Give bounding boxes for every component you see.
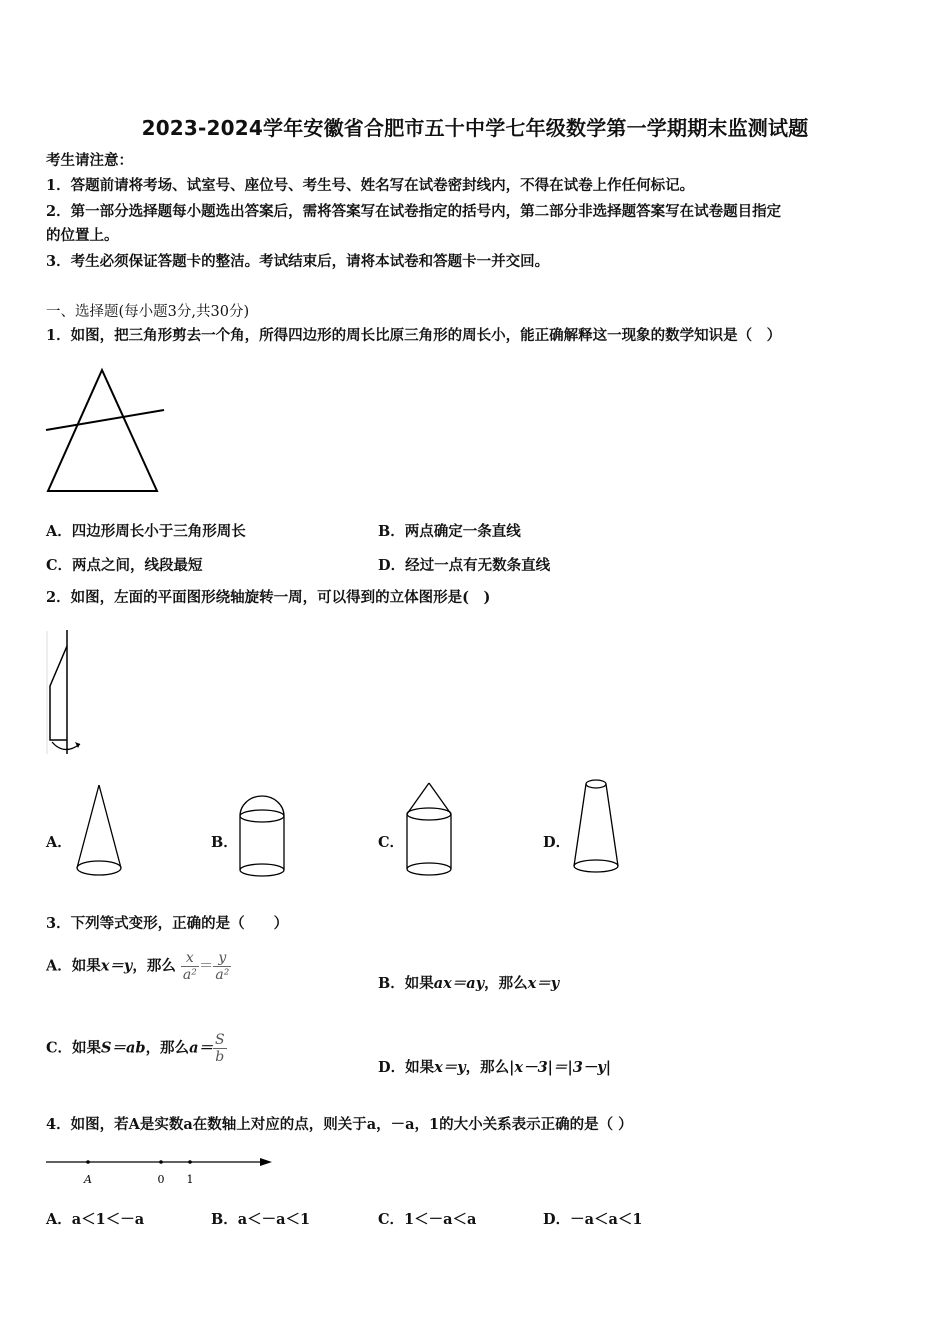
q3-stem: 3．下列等式变形，正确的是（ ） [46,915,289,932]
notice-item-2: 2．第一部分选择题每小题选出答案后，需将答案写在试卷指定的括号内，第二部分非选择题答案写在试卷题目指定 [46,203,782,220]
q3-d-mid: ，那么 [465,1059,510,1076]
q3-option-b[interactable] [378,972,559,993]
q3-d-prefix: D．如果 [378,1059,435,1076]
q3-a-fraction-x: $\frac{x}{\text{a²}}$ [182,950,197,983]
triangle-cut-figure [40,365,170,495]
q3-a-equals: ＝ [198,958,214,975]
q4-option-c[interactable]: C．1＜－a＜a [378,1211,477,1228]
q3-c-mid: ，那么 [145,1039,190,1057]
cylinder-with-hemisphere-icon[interactable] [234,794,290,884]
frustum-icon[interactable] [568,776,624,880]
q3-c-fraction: $\frac{S}{b}$ [214,1032,225,1065]
q2-option-d-label[interactable]: D． [543,834,571,851]
q3-a-condition: x＝y [100,957,133,975]
notice-item-1: 1．答题前请将考场、试室号、座位号、考生号、姓名写在试卷密封线内，不得在试卷上作任何标记。 [46,177,695,194]
q1-option-a[interactable]: A．四边形周长小于三角形周长 [46,523,246,540]
q3-c-prefix: C．如果 [46,1039,102,1057]
q3-option-c[interactable] [46,1032,227,1065]
page-title: 2023-2024学年安徽省合肥市五十中学七年级数学第一学期期末监测试题 [141,116,809,140]
q4-stem: 4．如图，若A是实数a在数轴上对应的点，则关于a，－a，1的大小关系表示正确的是（ ） [46,1116,633,1133]
q2-option-a-label[interactable]: A． [46,834,72,851]
q1-option-d[interactable]: D．经过一点有无数条直线 [378,557,551,574]
axis-label-0: 0 [157,1173,165,1186]
q3-d-condition: x＝y [434,1059,466,1076]
q3-c-result: a＝ [189,1039,213,1057]
notice-item-3: 3．考生必须保证答题卡的整洁。考试结束后，请将本试卷和答题卡一并交回。 [46,253,550,270]
q1-option-b[interactable]: B．两点确定一条直线 [378,523,521,540]
q3-a-mid: ，那么 [132,957,176,975]
q2-option-b-label[interactable]: B． [211,834,238,851]
number-line-figure [44,1152,276,1192]
rotation-plane-figure [42,628,92,760]
q3-a-prefix: A．如果 [46,957,101,975]
q2-option-c-label[interactable]: C． [378,834,405,851]
q4-option-b[interactable]: B．a＜－a＜1 [211,1211,311,1228]
q1-stem: 1．如图，把三角形剪去一个角，所得四边形的周长比原三角形的周长小，能正确解释这一现象的数学知识是（ ） [46,327,782,344]
cone-icon[interactable] [72,782,128,882]
axis-label-a: A [84,1173,92,1186]
q4-option-d[interactable]: D．－a＜a＜1 [543,1211,643,1228]
q4-option-a[interactable]: A．a＜1＜－a [46,1211,145,1228]
section-heading: 一、选择题(每小题3分,共30分) [46,304,250,320]
q3-b-mid: ，那么 [484,975,528,992]
axis-label-1: 1 [186,1173,194,1186]
q2-stem: 2．如图，左面的平面图形绕轴旋转一周，可以得到的立体图形是( ) [46,589,491,606]
q3-b-condition: ax＝ay [433,975,485,992]
q3-b-prefix: B．如果 [378,975,434,992]
cylinder-with-cone-icon[interactable] [401,780,457,884]
q1-option-c[interactable]: C．两点之间，线段最短 [46,557,203,574]
notice-heading: 考生请注意： [46,152,133,169]
q3-option-a[interactable] [46,950,231,983]
q3-a-fraction-y: $\frac{y}{\text{a²}}$ [215,950,230,983]
q3-b-result: x＝y [527,975,560,992]
notice-item-2-cont: 的位置上。 [46,227,119,244]
q3-option-d[interactable] [378,1056,611,1077]
q3-c-condition: S＝ab [101,1039,146,1057]
q3-d-result: |x－3|＝|3－y| [509,1059,612,1076]
